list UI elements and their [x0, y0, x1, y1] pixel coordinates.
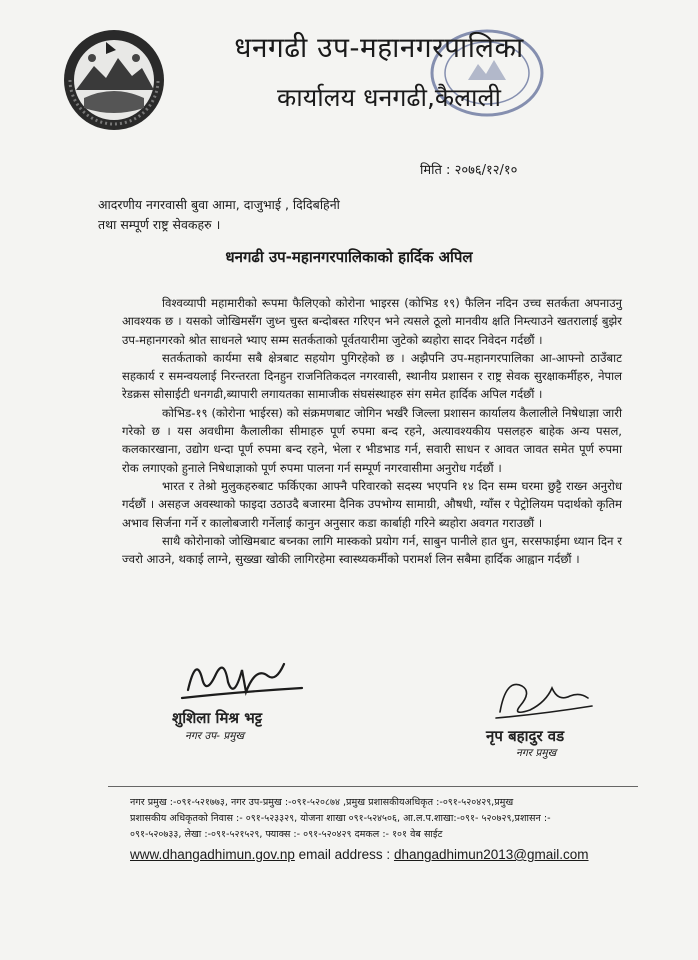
footer-phone-line: प्रशासकीय अधिकृतको निवास :- ०९१-५२३३२९, योजना शाखा ०९१-५२४५०६, आ.ल.प.शाखा:-०९१- ५२०७२९,प्रशासन :-: [130, 813, 551, 824]
mayor-role: नगर प्रमुख: [516, 747, 557, 759]
footer-divider: [108, 786, 638, 787]
municipality-title: धनगढी उप-महानगरपालिका: [234, 31, 524, 64]
salutation-line: आदरणीय नगरवासी बुवा आमा, दाजुभाई , दिदिबहिनी: [98, 197, 340, 212]
body-paragraph: साथै कोरोनाको जोखिमबाट बच्नका लागि मास्कको प्रयोग गर्न, साबुन पानीले हात धुन, सरसफाईमा ध्यान दिन र ज्वरो आउने, थकाई लाग्ने, सुख्खा खोकी लागिरहेमा स्वास्थ्यकर्मीको परामर्श लिन सबैमा हार्दिक आह्वान गर्दछौं ।: [122, 533, 622, 567]
salutation-line: तथा सम्पूर्ण राष्ट्र सेवकहरु ।: [98, 217, 221, 232]
email-link[interactable]: dhangadhimun2013@gmail.com: [393, 847, 589, 862]
email-label: email address :: [298, 847, 391, 862]
deputy-signature: [176, 648, 306, 710]
deputy-role: नगर उप- प्रमुख: [185, 730, 245, 742]
appeal-heading: धनगढी उप-महानगरपालिकाको हार्दिक अपिल: [225, 248, 473, 266]
mayor-name: नृप बहादुर वड: [486, 727, 565, 745]
footer-phone-line: नगर प्रमुख :-०९१-५२१७७३, नगर उप-प्रमुख :-०९१-५२०८७४ ,प्रमुख प्रशासकीयअधिकृत :-०९१-५२०४२९,प्रमुख: [130, 797, 514, 808]
body-paragraph: सतर्कताको कार्यमा सबै क्षेत्रबाट सहयोग पुगिरहेको छ । अझैपनि उप-महानगरपालिका आ-आफ्नो ठाउँबाट सहकार्य र समन्वयलाई निरन्तरता दिनहुन राजनितिकदल नगरवासी, स्थानीय प्रशासन र राष्ट्र सेवक सुरक्षाकर्मीहरु, नेपाल रेडक्रस सोसाईटी धनगढी,ब्यापारी लगायतका सामाजीक संघसंस्थाहरु संग समेत हार्दिक अपिल गर्दछौं ।: [122, 350, 622, 402]
footer-phone-line: ०९१-५२०७३३, लेखा :-०९१-५२१५२९, फ्याक्स :- ०९१-५२०४२९ दमकल :- १०१ वेब साईट: [130, 829, 443, 840]
letter-body: [122, 294, 622, 568]
website-link[interactable]: www.dhangadhimun.gov.np: [130, 847, 295, 862]
salutation: [98, 195, 340, 235]
footer-web-email: [130, 846, 630, 864]
letter-date: मिति : २०७६/१२/१०: [420, 163, 518, 178]
mayor-signature: [492, 672, 596, 728]
office-title: कार्यालय धनगढी,कैलाली: [277, 83, 501, 112]
body-paragraph: कोभिड-१९ (कोरोना भाईरस) को संक्रमणबाट जोगिन भर्खरै जिल्ला प्रशासन कार्यालय कैलालीले निषेधाज्ञा जारी गरेको छ । यस अवधीमा कैलालीका सीमाहरु पूर्ण रुपमा बन्द रहने, अत्यावश्यकीय पसलहरु बाहेक अन्य पसल, कलकारखाना, उद्योग धन्दा पूर्ण रुपमा बन्द रहने, भेला र भीडभाड गर्न, सवारी साधन र आवत जावत समेत पूर्ण रुपमा रोक लगाएको हुनाले निषेधाज्ञाको पूर्ण रुपमा पालना गर्न सम्पूर्ण नगरवासीमा अनुरोध गर्दछौं ।: [122, 405, 622, 475]
body-paragraph: विश्वव्यापी महामारीको रूपमा फैलिएको कोरोना भाइरस (कोभिड १९) फैलिन नदिन उच्च सतर्कता अपनाउनु आवश्यक छ । यसको जोखिमसँग जुध्न चुस्त बन्दोबस्त गरिएन भने त्यसले ठूलो मानवीय क्षति निम्त्याउने खतरालाई बुझेर उप-महानगरको श्रोत साधनले भ्याए सम्म सतर्कताको पूर्वतयारीमा जुटेको ब्यहोरा सादर निवेदन गर्दछौं ।: [122, 296, 622, 347]
deputy-name: शुशिला मिश्र भट्ट: [172, 709, 263, 727]
footer-contacts: [130, 795, 630, 864]
body-paragraph: भारत र तेश्रो मुलुकहरुबाट फर्किएका आफ्नै परिवारको सदस्य भएपनि १४ दिन सम्म घरमा छुट्टै राख्न अनुरोध गर्दछौं । असहज अवस्थाको फाइदा उठाउदै बजारमा दैनिक उपभोग्य सामाग्री, औषधी, ग्याँस र पेट्रोलियम पदार्थको कृतिम अभाव सिर्जना गर्ने र कालोबजारी गर्नेलाई कानुन अनुसार कडा कार्बाही गरिने ब्यहोरा अवगत गराउछौं ।: [122, 478, 622, 530]
